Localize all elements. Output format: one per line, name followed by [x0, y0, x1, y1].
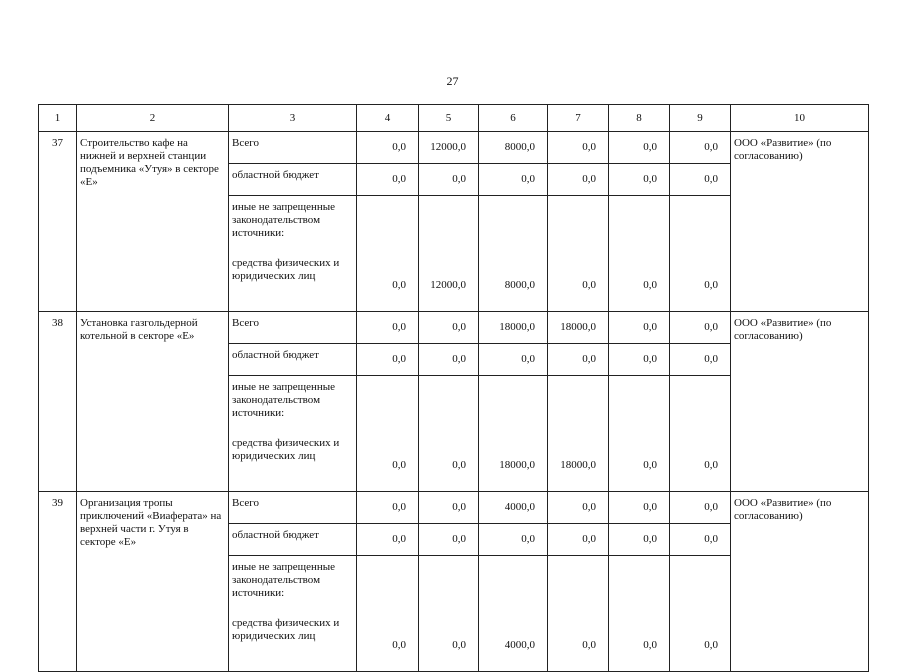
budget-table	[38, 104, 869, 672]
table-row-total	[39, 492, 869, 524]
row-number: 38	[39, 312, 77, 492]
value-personal: 0,0	[357, 196, 419, 312]
value-total: 0,0	[670, 132, 731, 164]
value-personal: 0,0	[609, 376, 670, 492]
value-total: 0,0	[609, 492, 670, 524]
value-total: 12000,0	[419, 132, 479, 164]
value-personal: 4000,0	[479, 556, 548, 672]
value-regional: 0,0	[670, 524, 731, 556]
value-total: 0,0	[670, 492, 731, 524]
other-sources-cell	[229, 196, 357, 312]
table-header-row	[39, 105, 869, 132]
value-regional: 0,0	[357, 344, 419, 376]
table-body	[39, 105, 869, 672]
value-regional: 0,0	[357, 164, 419, 196]
value-total: 18000,0	[548, 312, 609, 344]
column-header: 4	[357, 105, 419, 132]
other-sources-cell	[229, 556, 357, 672]
label-total: Всего	[229, 492, 357, 524]
executor: ООО «Развитие» (по согласованию)	[731, 132, 869, 312]
value-personal: 0,0	[670, 196, 731, 312]
value-regional: 0,0	[609, 164, 670, 196]
column-header: 8	[609, 105, 670, 132]
value-regional: 0,0	[479, 164, 548, 196]
value-total: 0,0	[419, 312, 479, 344]
column-header: 6	[479, 105, 548, 132]
value-personal: 12000,0	[419, 196, 479, 312]
label-regional-budget: областной бюджет	[229, 344, 357, 376]
value-regional: 0,0	[670, 164, 731, 196]
column-header: 2	[77, 105, 229, 132]
value-regional: 0,0	[419, 164, 479, 196]
executor: ООО «Развитие» (по согласованию)	[731, 312, 869, 492]
value-regional: 0,0	[609, 344, 670, 376]
label-personal-funds: средства физических и юридических лиц	[232, 257, 340, 282]
value-regional: 0,0	[479, 524, 548, 556]
value-personal: 0,0	[670, 556, 731, 672]
label-personal-funds: средства физических и юридических лиц	[232, 617, 340, 642]
column-header: 9	[670, 105, 731, 132]
value-regional: 0,0	[419, 524, 479, 556]
other-sources-cell	[229, 376, 357, 492]
value-total: 0,0	[419, 492, 479, 524]
value-personal: 0,0	[548, 196, 609, 312]
value-personal: 18000,0	[479, 376, 548, 492]
label-other-sources: иные не запрещенные законодательством источники:	[232, 381, 336, 419]
row-number: 39	[39, 492, 77, 672]
executor: ООО «Развитие» (по согласованию)	[731, 492, 869, 672]
label-regional-budget: областной бюджет	[229, 164, 357, 196]
value-personal: 0,0	[670, 376, 731, 492]
value-total: 0,0	[670, 312, 731, 344]
value-personal: 0,0	[419, 376, 479, 492]
value-personal: 0,0	[357, 376, 419, 492]
column-header: 10	[731, 105, 869, 132]
value-regional: 0,0	[670, 344, 731, 376]
label-total: Всего	[229, 132, 357, 164]
measure-title: Строительство кафе на нижней и верхней станции подъемника «Утуя» в секторе «Е»	[77, 132, 229, 312]
value-regional: 0,0	[357, 524, 419, 556]
label-total: Всего	[229, 312, 357, 344]
value-regional: 0,0	[609, 524, 670, 556]
measure-title: Установка газгольдерной котельной в секторе «Е»	[77, 312, 229, 492]
value-personal: 0,0	[419, 556, 479, 672]
label-regional-budget: областной бюджет	[229, 524, 357, 556]
value-personal: 0,0	[548, 556, 609, 672]
value-regional: 0,0	[548, 164, 609, 196]
column-header: 3	[229, 105, 357, 132]
value-regional: 0,0	[548, 524, 609, 556]
value-regional: 0,0	[548, 344, 609, 376]
value-total: 18000,0	[479, 312, 548, 344]
value-total: 0,0	[357, 132, 419, 164]
value-regional: 0,0	[479, 344, 548, 376]
value-total: 0,0	[357, 312, 419, 344]
row-number: 37	[39, 132, 77, 312]
column-header: 1	[39, 105, 77, 132]
table-row-total	[39, 132, 869, 164]
value-total: 4000,0	[479, 492, 548, 524]
label-personal-funds: средства физических и юридических лиц	[232, 437, 340, 462]
value-personal: 8000,0	[479, 196, 548, 312]
value-total: 0,0	[548, 132, 609, 164]
label-other-sources: иные не запрещенные законодательством источники:	[232, 201, 336, 239]
column-header: 7	[548, 105, 609, 132]
value-personal: 0,0	[609, 196, 670, 312]
value-personal: 18000,0	[548, 376, 609, 492]
value-regional: 0,0	[419, 344, 479, 376]
value-personal: 0,0	[357, 556, 419, 672]
page-number: 27	[446, 74, 459, 88]
value-total: 8000,0	[479, 132, 548, 164]
value-total: 0,0	[609, 132, 670, 164]
value-total: 0,0	[357, 492, 419, 524]
value-personal: 0,0	[609, 556, 670, 672]
measure-title: Организация тропы приключений «Виаферата» на верхней части г. Утуя в секторе «Е»	[77, 492, 229, 672]
column-header: 5	[419, 105, 479, 132]
value-total: 0,0	[548, 492, 609, 524]
label-other-sources: иные не запрещенные законодательством источники:	[232, 561, 336, 599]
table-row-total	[39, 312, 869, 344]
value-total: 0,0	[609, 312, 670, 344]
